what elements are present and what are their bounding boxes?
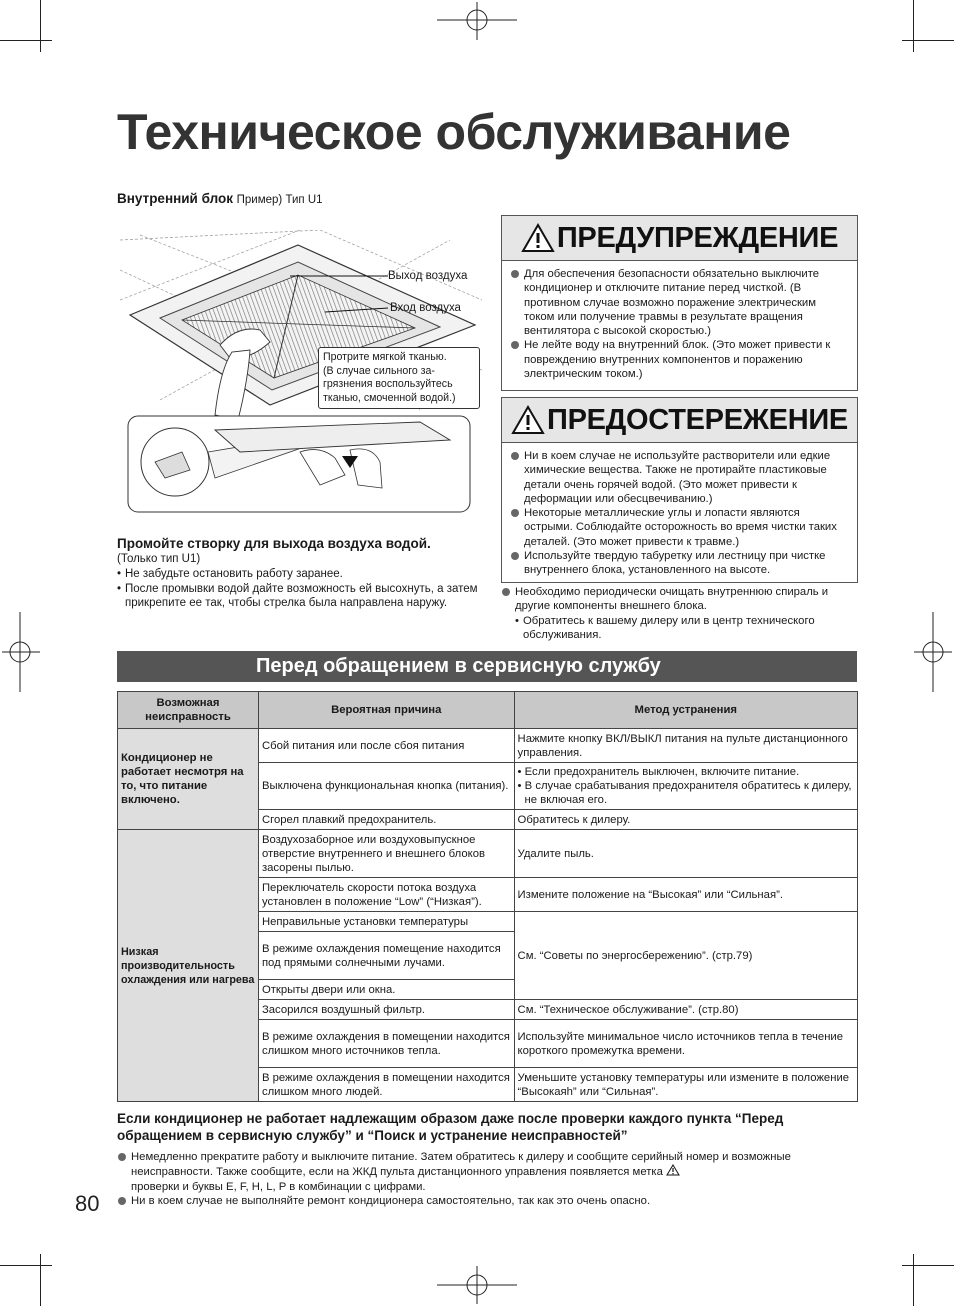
cause-cell: Открыты двери или окна. <box>258 980 514 1000</box>
troubleshooting-table <box>117 691 858 1102</box>
caution-header <box>502 398 857 443</box>
list-item: Ни в коем случае не выполняйте ремонт кондиционера самостоятельно, так как это очень опасно. <box>117 1194 857 1208</box>
list-item: • Не забудьте остановить работу заранее. <box>117 567 487 582</box>
air-inlet-label: Вход воздуха <box>390 302 461 314</box>
wash-subnote: (Только тип U1) <box>117 553 201 565</box>
warning-header <box>502 216 857 261</box>
warning-box <box>501 215 858 391</box>
indoor-unit-heading <box>117 191 323 206</box>
indoor-unit-example: Пример) Тип U1 <box>236 194 323 206</box>
indoor-unit-label: Внутренний блок <box>117 191 234 206</box>
page-number: 80 <box>75 1191 100 1216</box>
warning-triangle-icon <box>521 223 555 253</box>
cause-cell: В режиме охлаждения в помещении находится слишком много источников тепла. <box>258 1020 514 1068</box>
remedy-cell: См. “Техническое обслуживание”. (стр.80) <box>514 1000 857 1020</box>
list-item: Некоторые металлические углы и лопасти являются острыми. Соблюдайте осторожность во время чистки таких деталей. (Это может привести к травме.) <box>510 506 849 549</box>
cause-cell: В режиме охлаждения в помещении находится слишком много людей. <box>258 1068 514 1102</box>
remedy-cell: Уменьшите установку температуры или измените в положение “Высокаяh” или “Сильная”. <box>514 1068 857 1102</box>
column-header-symptom: Возможная неисправность <box>118 692 259 729</box>
check-mark-warning-icon <box>666 1164 680 1176</box>
list-item: Ни в коем случае не используйте растворители или едкие химические вещества. Также не протирайте пластиковые детали очень горячей водой. (Это может привести к деформации или обесцвечиванию.) <box>510 449 849 506</box>
table-row <box>118 729 858 763</box>
remedy-cell: Удалите пыль. <box>514 830 857 878</box>
warning-title: ПРЕДУПРЕЖДЕНИЕ <box>556 221 839 254</box>
air-outlet-label: Выход воздуха <box>388 270 468 282</box>
final-body <box>117 1150 857 1208</box>
remedy-cell: Используйте минимальное число источников тепла в течение короткого промежутка времени. <box>514 1020 857 1068</box>
remedy-cell: Измените положение на “Высокая” или “Сильная”. <box>514 878 857 912</box>
outdoor-cleaning-note <box>501 585 857 642</box>
cause-cell: Неправильные установки температуры <box>258 912 514 932</box>
remedy-cell: Обратитесь к дилеру. <box>514 810 857 830</box>
note-sub: • Обратитесь к вашему дилеру или в центр технического обслуживания. <box>515 614 857 643</box>
final-heading: Если кондиционер не работает надлежащим образом даже после проверки каждого пункта “Перед обращением в сервисную службу” и “Поиск и устранение неисправностей” <box>117 1111 784 1143</box>
wash-heading: Промойте створку для выхода воздуха водой. <box>117 536 431 551</box>
cause-cell: Выключена функциональная кнопка (питания). <box>258 763 514 810</box>
service-banner: Перед обращением в сервисную службу <box>117 651 857 682</box>
list-item: Не лейте воду на внутренний блок. (Это может привести к повреждению внутренних компонентов и поражению электрическим током.) <box>510 338 849 381</box>
column-header-cause: Вероятная причина <box>258 692 514 729</box>
caution-triangle-icon <box>511 405 545 435</box>
column-header-remedy: Метод устранения <box>514 692 857 729</box>
warning-body <box>502 261 857 387</box>
caution-title: ПРЕДОСТЕРЕЖЕНИЕ <box>547 403 848 436</box>
wash-louver-section <box>117 536 487 611</box>
cause-cell: Воздухозаборное или воздуховыпускное отверстие внутреннего и внешнего блоков засорены пылью. <box>258 830 514 878</box>
cause-cell: Сгорел плавкий предохранитель. <box>258 810 514 830</box>
cause-cell: Переключатель скорости потока воздуха установлен в положение “Low” (“Низкая”). <box>258 878 514 912</box>
cause-cell: Засорился воздушный фильтр. <box>258 1000 514 1020</box>
list-item: • После промывки водой дайте возможность ей высохнуть, а затем прикрепите ее так, чтобы стрелка была направлена наружу. <box>117 582 487 611</box>
wash-list <box>117 567 487 611</box>
remedy-cell: Нажмите кнопку ВКЛ/ВЫКЛ питания на пульте дистанционного управления. <box>514 729 857 763</box>
remedy-cell: См. “Советы по энергосбережению”. (стр.79) <box>514 912 857 1000</box>
list-item: Немедленно прекратите работу и выключите питание. Затем обратитесь к дилеру и сообщите серийный номер и возможные неисправности. Также сообщите, если на ЖКД пульта дистанционного управления появляется метка проверки и буквы E, F, H, L, P в комбинации с цифрами. <box>117 1150 857 1194</box>
list-item: Используйте твердую табуретку или лестницу при чистке внутреннего блока, установленного на высоте. <box>510 549 849 578</box>
caution-box <box>501 397 858 583</box>
table-header-row <box>118 692 858 729</box>
caution-body <box>502 443 857 584</box>
wipe-tip-box: Протрите мягкой тканью. (В случае сильного за- грязнения воспользуйтесь тканью, смоченной водой.) <box>318 347 480 409</box>
remedy-cell: • Если предохранитель выключен, включите питание. • В случае срабатывания предохранителя обратитесь к дилеру, не включая его. <box>514 763 857 810</box>
page-title: Техническое обслуживание <box>117 104 791 160</box>
symptom-cell: Низкая производительность охлаждения или нагрева <box>118 830 259 1102</box>
cause-cell: В режиме охлаждения помещение находится под прямыми солнечными лучами. <box>258 932 514 980</box>
list-item: Для обеспечения безопасности обязательно выключите кондиционер и отключите питание перед чисткой. (В противном случае возможно поражение электрическим током или получение травмы в результате вращения вентилятора с высокой скоростью.) <box>510 267 849 338</box>
final-section <box>117 1111 857 1208</box>
table-row <box>118 830 858 878</box>
cause-cell: Сбой питания или после сбоя питания <box>258 729 514 763</box>
symptom-cell: Кондиционер не работает несмотря на то, что питание включено. <box>118 729 259 830</box>
note-main: Необходимо периодически очищать внутреннюю спираль и другие компоненты внешнего блока. <box>501 585 857 614</box>
